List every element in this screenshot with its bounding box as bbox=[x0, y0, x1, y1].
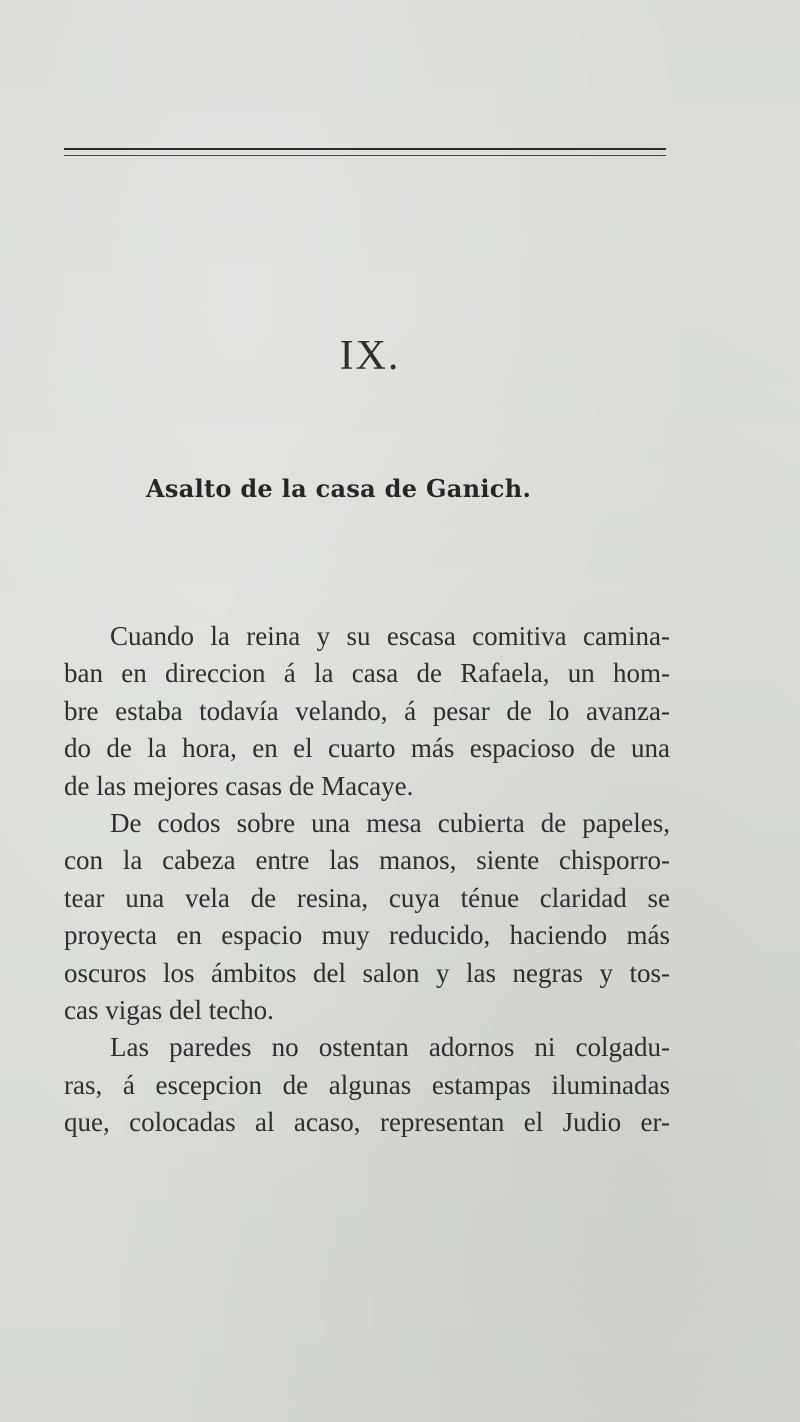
text-line: ras, á escepcion de algunas estampas iluminadas bbox=[64, 1069, 670, 1100]
text-line: do de la hora, en el cuarto más espacioso de una bbox=[64, 733, 670, 764]
text-line: de las mejores casas de Macaye. bbox=[64, 770, 414, 801]
text-line: oscuros los ámbitos del salon y las negras y tos- bbox=[64, 957, 670, 988]
text-line: De codos sobre una mesa cubierta de papeles, bbox=[110, 807, 670, 838]
body-text bbox=[64, 618, 670, 1141]
text-line: Cuando la reina y su escasa comitiva camina- bbox=[110, 621, 670, 651]
text-line: que, colocadas al acaso, representan el Judio er- bbox=[64, 1107, 670, 1138]
text-line: tear una vela de resina, cuya ténue claridad se bbox=[64, 882, 670, 913]
text-line: cas vigas del techo. bbox=[64, 994, 274, 1025]
text-line: proyecta en espacio muy reducido, haciendo más bbox=[64, 920, 670, 951]
header-rule-thin bbox=[64, 155, 666, 156]
header-rule-thick bbox=[64, 148, 666, 150]
text-line: Las paredes no ostentan adornos ni colgadu- bbox=[110, 1032, 670, 1063]
chapter-number: IX. bbox=[339, 333, 401, 379]
text-line: ban en direccion á la casa de Rafaela, un hom- bbox=[64, 658, 670, 689]
text-line: con la cabeza entre las manos, siente chisporro- bbox=[64, 845, 670, 876]
chapter-title: Asalto de la casa de Ganich. bbox=[146, 474, 532, 503]
text-line: bre estaba todavía velando, á pesar de lo avanza- bbox=[64, 695, 670, 726]
